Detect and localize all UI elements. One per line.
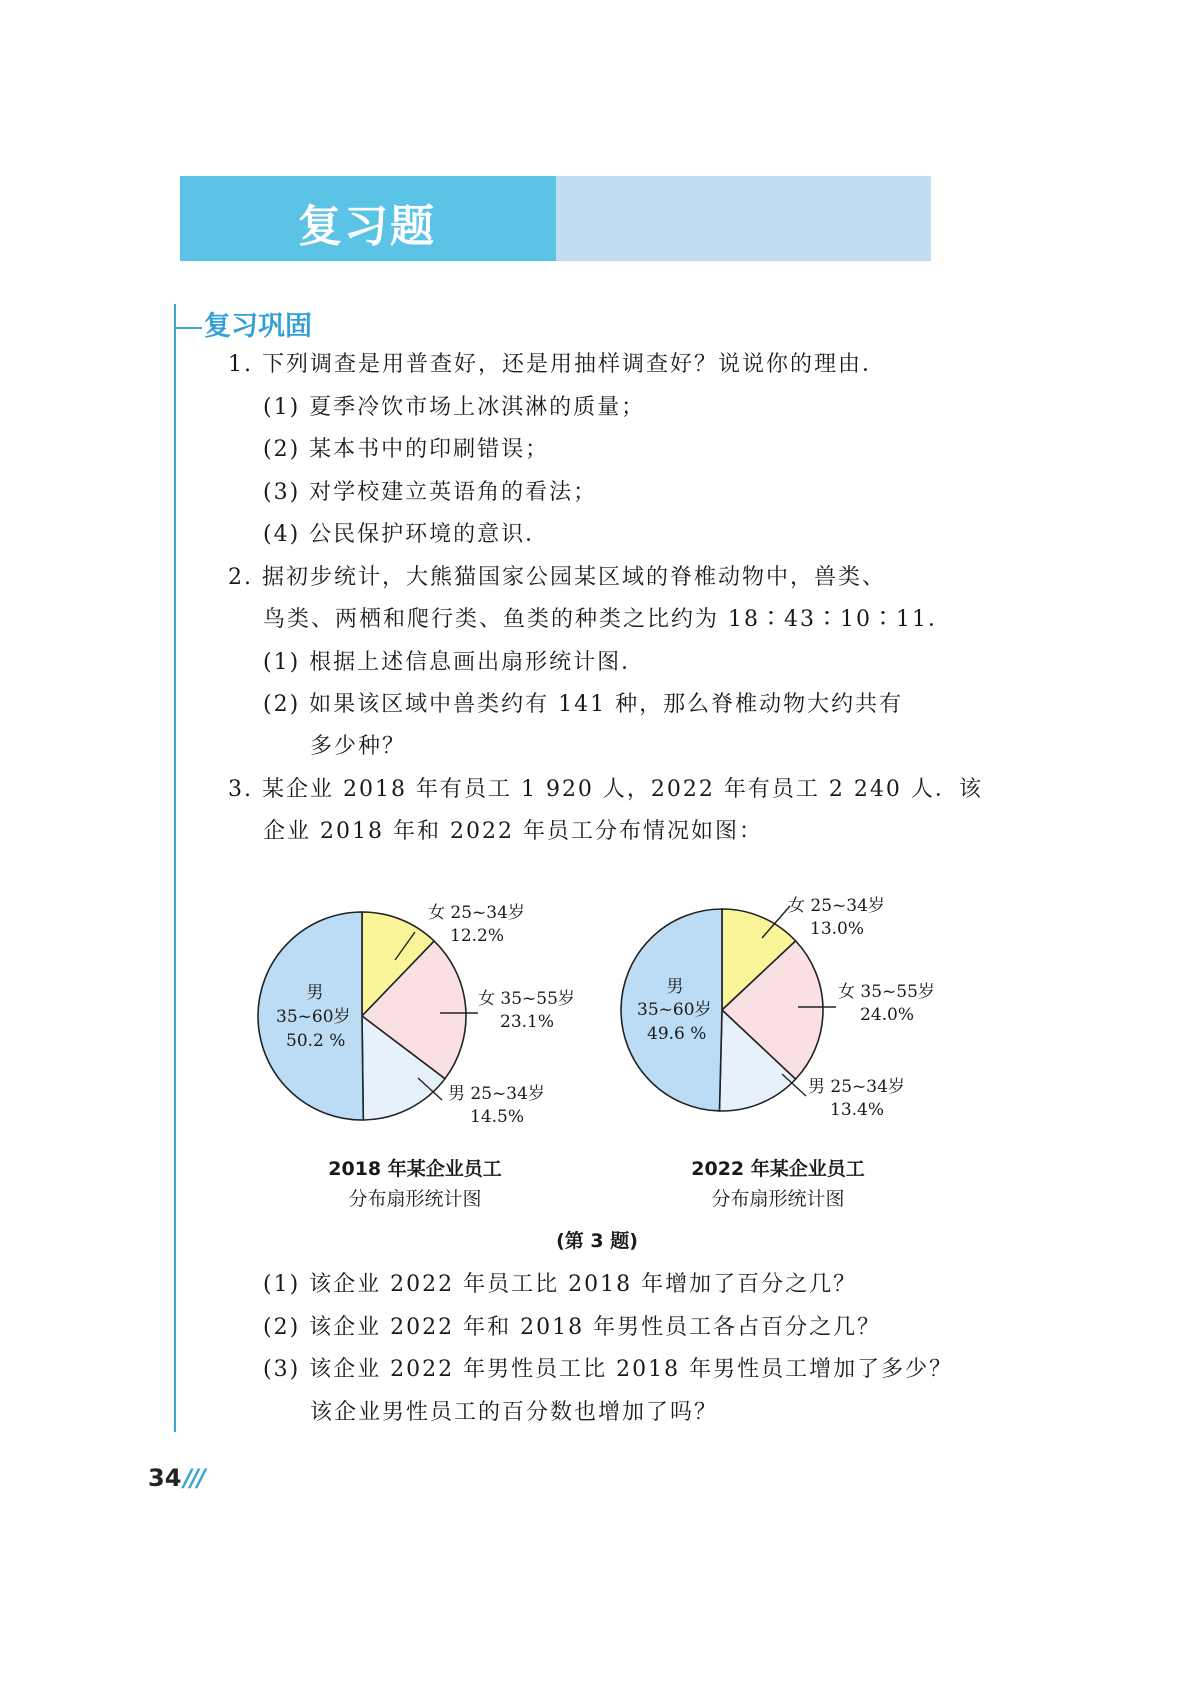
q2-item: (2) 如果该区域中兽类约有 141 种，那么脊椎动物大约共有 [263,692,904,717]
q1-item: (2) 某本书中的印刷错误； [263,437,550,462]
q1-item: (4) 公民保护环境的意识． [263,522,550,547]
pie-2022-label: 男 25~34岁 [808,1077,905,1097]
pie-2022-label: 35~60岁 [637,1000,712,1020]
q2-item: 多少种？ [310,734,407,759]
pie-2018-title [285,1154,545,1214]
q3-stem: 3. 某企业 2018 年有员工 1 920 人，2022 年有员工 2 240 人．该 [228,777,983,802]
pie-2018-value: 12.2% [450,926,505,946]
page-number [148,1464,204,1492]
q2-item: (1) 根据上述信息画出扇形统计图． [263,650,646,675]
pie-2022-value: 13.4% [830,1100,885,1120]
pie-2022-value: 24.0% [860,1005,915,1025]
page-decoration: /// [183,1464,204,1492]
q3-item: (1) 该企业 2022 年员工比 2018 年增加了百分之几？ [263,1272,858,1297]
chart-title: 分布扇形统计图 [711,1188,845,1210]
figure-caption: (第 3 题) [556,1230,638,1252]
pie-2018-label: 男 [306,983,324,1003]
pie-2018-value: 50.2 % [286,1031,346,1051]
section-heading: 复习巩固 [176,304,312,343]
pie-2022-value: 49.6 % [647,1024,707,1044]
q1-item: (1) 夏季冷饮市场上冰淇淋的质量； [263,395,646,420]
q3-item: (2) 该企业 2022 年和 2018 年男性员工各占百分之几？ [263,1315,882,1340]
chart-title: 2022 年某企业员工 [691,1158,865,1180]
pie-2018-value: 23.1% [500,1012,555,1032]
pie-2018-label: 女 25~34岁 [428,903,525,923]
q3-item: (3) 该企业 2022 年男性员工比 2018 年男性员工增加了多少？ [263,1357,954,1382]
q2-stem: 鸟类、两栖和爬行类、鱼类的种类之比约为 18∶43∶10∶11． [263,607,952,632]
q3-stem: 企业 2018 年和 2022 年员工分布情况如图： [263,819,763,844]
pie-2022-value: 13.0% [810,919,865,939]
pie-2022-label: 男 [666,977,684,997]
chart-title: 分布扇形统计图 [348,1188,482,1210]
pie-2022-title [648,1154,908,1214]
pie-2018-label: 女 35~55岁 [478,989,575,1009]
q1-stem: 1. 下列调查是用普查好，还是用抽样调查好？说说你的理由． [228,352,886,377]
q2-stem: 2. 据初步统计，大熊猫国家公园某区域的脊椎动物中，兽类、 [228,565,886,590]
pie-2022-label: 女 25~34岁 [788,896,885,916]
pie-2018-value: 14.5% [470,1107,525,1127]
chart-title: 2018 年某企业员工 [328,1158,502,1180]
pie-2018-label: 男 25~34岁 [448,1084,545,1104]
q3-item: 该企业男性员工的百分数也增加了吗？ [310,1400,719,1425]
pie-2018-label: 35~60岁 [276,1007,351,1027]
page-title: 复习题 [298,201,436,252]
pie-2022-label: 女 35~55岁 [838,982,935,1002]
q1-item: (3) 对学校建立英语角的看法； [263,480,598,505]
page-number-text: 34 [148,1464,182,1492]
